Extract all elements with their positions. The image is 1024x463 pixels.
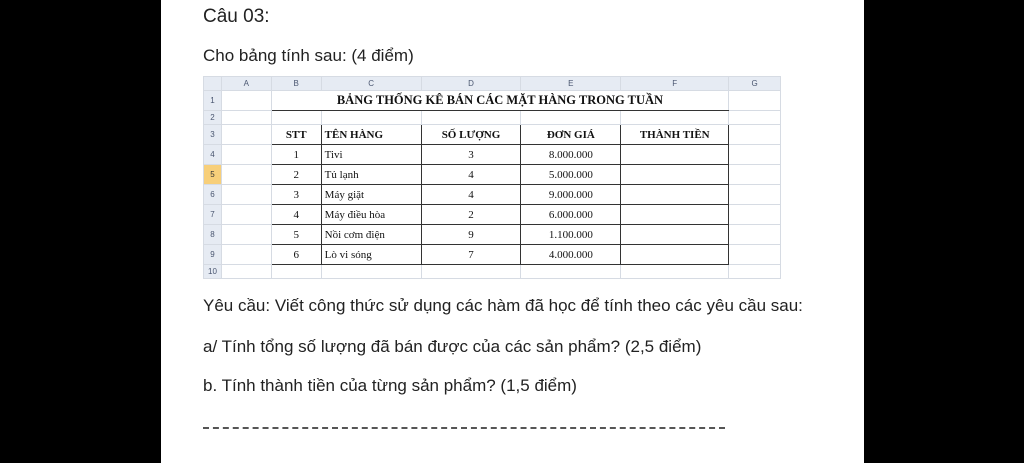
table-row bbox=[204, 165, 781, 185]
name-cell: Máy giặt bbox=[321, 185, 421, 205]
stt-cell: 3 bbox=[271, 185, 321, 205]
qty-cell: 3 bbox=[421, 145, 521, 165]
price-cell: 1.100.000 bbox=[521, 225, 621, 245]
stt-cell: 6 bbox=[271, 245, 321, 265]
table-row bbox=[204, 245, 781, 265]
header-cell: ĐƠN GIÁ bbox=[521, 125, 621, 145]
total-cell bbox=[621, 145, 729, 165]
sheet-row bbox=[204, 265, 781, 279]
price-cell: 5.000.000 bbox=[521, 165, 621, 185]
row-header: 2 bbox=[204, 111, 222, 125]
name-cell: Nồi cơm điện bbox=[321, 225, 421, 245]
price-cell: 6.000.000 bbox=[521, 205, 621, 225]
table-header-row bbox=[204, 125, 781, 145]
column-header-row bbox=[204, 77, 781, 91]
column-header: G bbox=[729, 77, 781, 91]
row-header-selected: 5 bbox=[204, 165, 222, 185]
row-header: 4 bbox=[204, 145, 222, 165]
column-header: A bbox=[221, 77, 271, 91]
table-row bbox=[204, 145, 781, 165]
price-cell: 9.000.000 bbox=[521, 185, 621, 205]
qty-cell: 9 bbox=[421, 225, 521, 245]
total-cell bbox=[621, 165, 729, 185]
column-header: D bbox=[421, 77, 521, 91]
name-cell: Tủ lạnh bbox=[321, 165, 421, 185]
stt-cell: 2 bbox=[271, 165, 321, 185]
header-cell: STT bbox=[271, 125, 321, 145]
column-header: C bbox=[321, 77, 421, 91]
name-cell: Lò vi sóng bbox=[321, 245, 421, 265]
total-cell bbox=[621, 205, 729, 225]
stt-cell: 1 bbox=[271, 145, 321, 165]
qty-cell: 4 bbox=[421, 185, 521, 205]
row-header: 7 bbox=[204, 205, 222, 225]
table-title: BẢNG THỐNG KÊ BÁN CÁC MẶT HÀNG TRONG TUẦN bbox=[271, 91, 728, 111]
intro-text: Cho bảng tính sau: (4 điểm) bbox=[203, 46, 414, 65]
table-row bbox=[204, 225, 781, 245]
column-header: F bbox=[621, 77, 729, 91]
row-header: 6 bbox=[204, 185, 222, 205]
dashed-divider bbox=[203, 427, 725, 429]
question-title: Câu 03: bbox=[203, 6, 270, 27]
sheet-row bbox=[204, 91, 781, 111]
qty-cell: 7 bbox=[421, 245, 521, 265]
total-cell bbox=[621, 225, 729, 245]
name-cell: Máy điều hòa bbox=[321, 205, 421, 225]
name-cell: Tivi bbox=[321, 145, 421, 165]
price-cell: 4.000.000 bbox=[521, 245, 621, 265]
row-header: 8 bbox=[204, 225, 222, 245]
document-page bbox=[161, 0, 864, 463]
row-header: 10 bbox=[204, 265, 222, 279]
spreadsheet-grid bbox=[203, 76, 781, 279]
total-cell bbox=[621, 245, 729, 265]
requirement-text: Yêu cầu: Viết công thức sử dụng các hàm đã học để tính theo các yêu cầu sau: bbox=[203, 296, 803, 315]
column-header: B bbox=[271, 77, 321, 91]
table-row bbox=[204, 205, 781, 225]
qty-cell: 2 bbox=[421, 205, 521, 225]
spreadsheet-image bbox=[203, 76, 781, 282]
total-cell bbox=[621, 185, 729, 205]
header-cell: TÊN HÀNG bbox=[321, 125, 421, 145]
header-cell: SỐ LƯỢNG bbox=[421, 125, 521, 145]
table-row bbox=[204, 185, 781, 205]
column-header: E bbox=[521, 77, 621, 91]
price-cell: 8.000.000 bbox=[521, 145, 621, 165]
question-a: a/ Tính tổng số lượng đã bán được của các sản phẩm? (2,5 điểm) bbox=[203, 337, 702, 356]
select-all-corner bbox=[204, 77, 222, 91]
header-cell: THÀNH TIỀN bbox=[621, 125, 729, 145]
question-b: b. Tính thành tiền của từng sản phẩm? (1,5 điểm) bbox=[203, 376, 577, 395]
row-header: 3 bbox=[204, 125, 222, 145]
row-header: 9 bbox=[204, 245, 222, 265]
stt-cell: 4 bbox=[271, 205, 321, 225]
qty-cell: 4 bbox=[421, 165, 521, 185]
stt-cell: 5 bbox=[271, 225, 321, 245]
sheet-row bbox=[204, 111, 781, 125]
row-header: 1 bbox=[204, 91, 222, 111]
